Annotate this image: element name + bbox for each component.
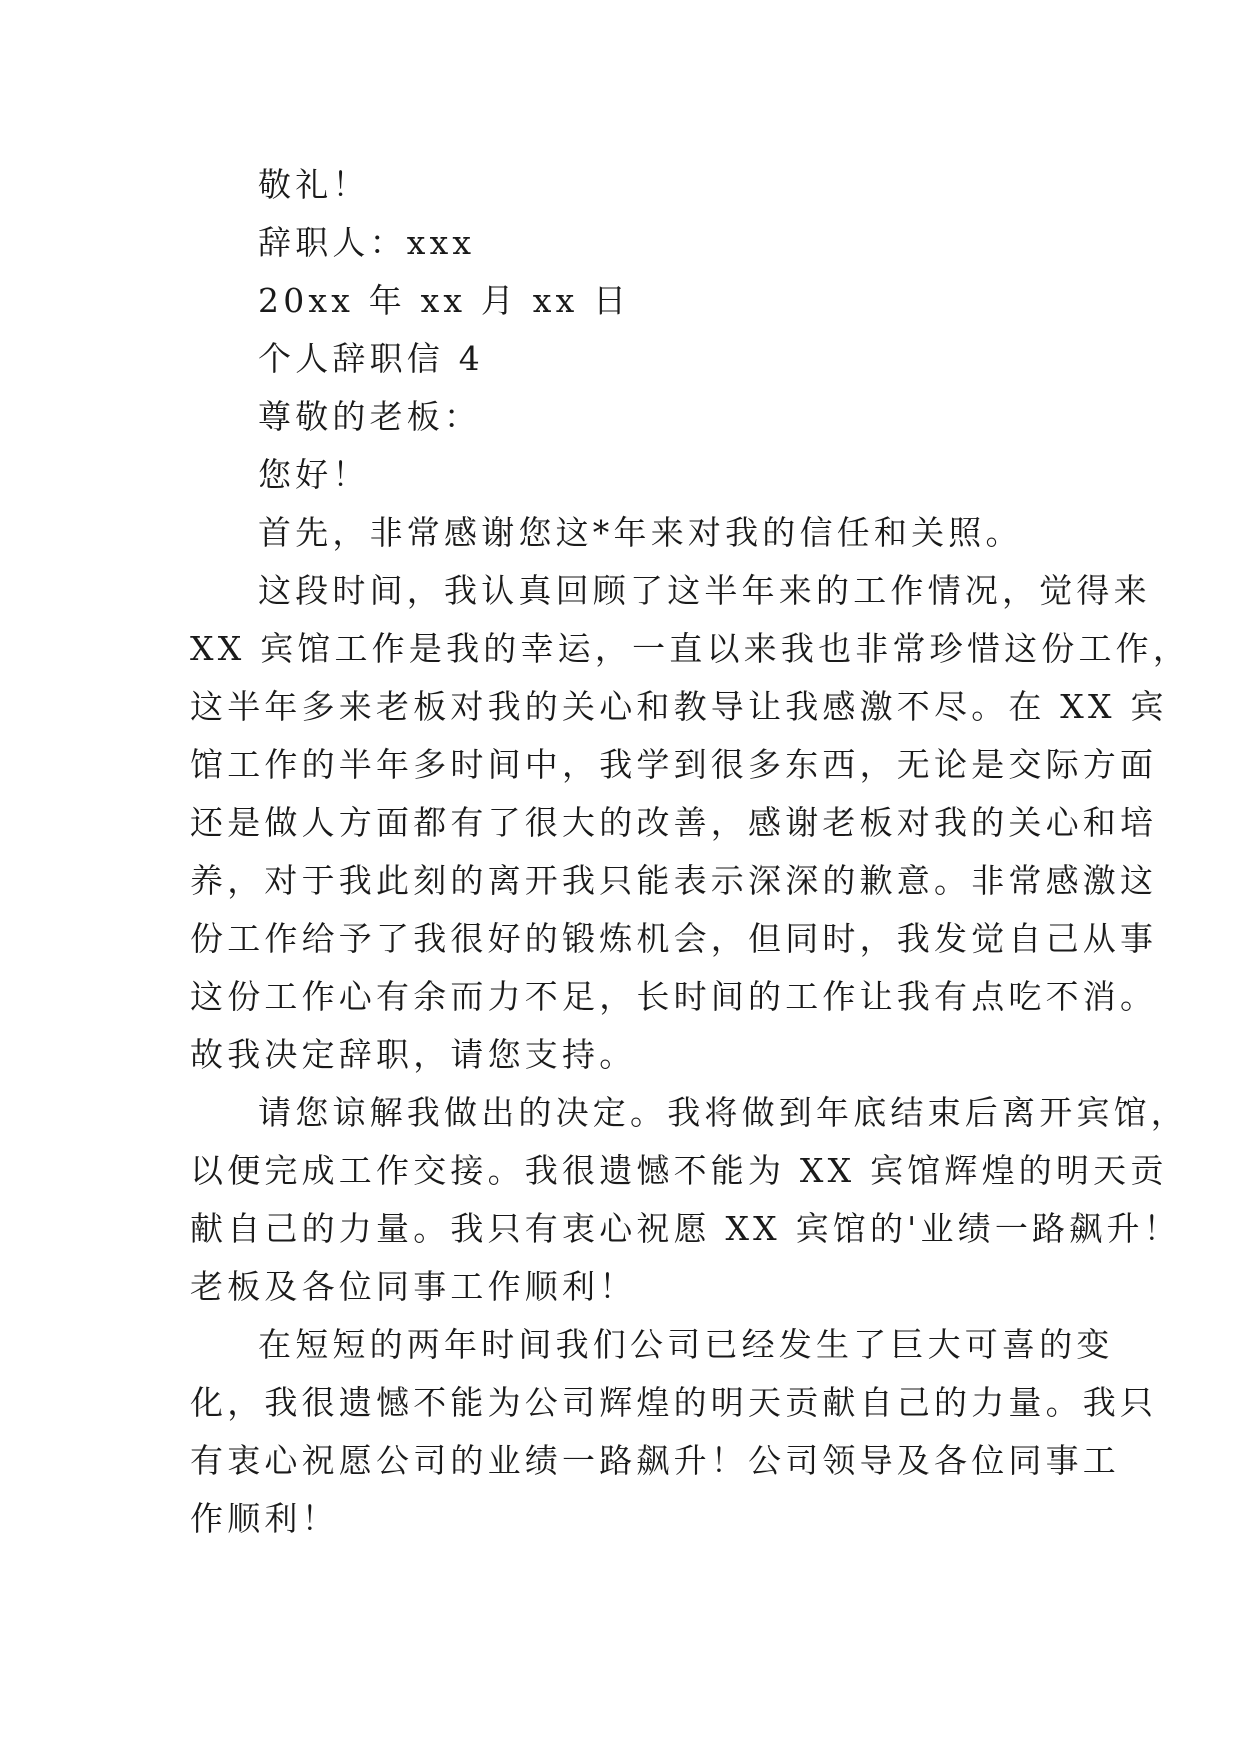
paragraph-line: 老板及各位同事工作顺利！ [190,1267,637,1306]
paragraph-line: 有衷心祝愿公司的业绩一路飙升！公司领导及各位同事工 [190,1441,1120,1480]
paragraph-line: 在短短的两年时间我们公司已经发生了巨大可喜的变 [258,1325,1114,1364]
paragraph-line: 献自己的力量。我只有衷心祝愿 XX 宾馆的'业绩一路飙升！ [190,1209,1181,1248]
paragraph-line: 馆工作的半年多时间中，我学到很多东西，无论是交际方面 [190,745,1158,784]
paragraph-line: 化，我很遗憾不能为公司辉煌的明天贡献自己的力量。我只 [190,1383,1158,1422]
paragraph-line: 以便完成工作交接。我很遗憾不能为 XX 宾馆辉煌的明天贡 [190,1151,1168,1190]
paragraph-3 [190,1316,1158,1548]
paragraph-1 [190,562,1191,1084]
paragraph-line: 这份工作心有余而力不足，长时间的工作让我有点吃不消。 [190,977,1158,1016]
paragraph-line: XX 宾馆工作是我的幸运，一直以来我也非常珍惜这份工作， [190,629,1191,668]
letter-body [190,156,1191,1548]
paragraph-line: 这半年多来老板对我的关心和教导让我感激不尽。在 XX 宾 [190,687,1168,726]
salutation-line: 尊敬的老板： [258,397,482,436]
paragraph-line: 作顺利！ [190,1499,339,1538]
paragraph-line: 还是做人方面都有了很大的改善，感谢老板对我的关心和培 [190,803,1158,842]
opening-line: 首先，非常感谢您这*年来对我的信任和关照。 [258,513,1023,552]
paragraph-line: 故我决定辞职，请您支持。 [190,1035,637,1074]
signer-line: 辞职人：xxx [258,223,476,262]
paragraph-line: 这段时间，我认真回顾了这半年来的工作情况，觉得来 [258,571,1151,610]
paragraph-line: 请您谅解我做出的决定。我将做到年底结束后离开宾馆， [258,1093,1188,1132]
date-line: 20xx 年 xx 月 xx 日 [258,281,631,320]
letter-title: 个人辞职信 4 [258,339,484,378]
paragraph-2 [190,1084,1188,1316]
paragraph-line: 养，对于我此刻的离开我只能表示深深的歉意。非常感激这 [190,861,1158,900]
greeting-line: 您好！ [258,455,370,494]
closing-line: 敬礼！ [258,165,370,204]
paragraph-line: 份工作给予了我很好的锻炼机会，但同时，我发觉自己从事 [190,919,1158,958]
